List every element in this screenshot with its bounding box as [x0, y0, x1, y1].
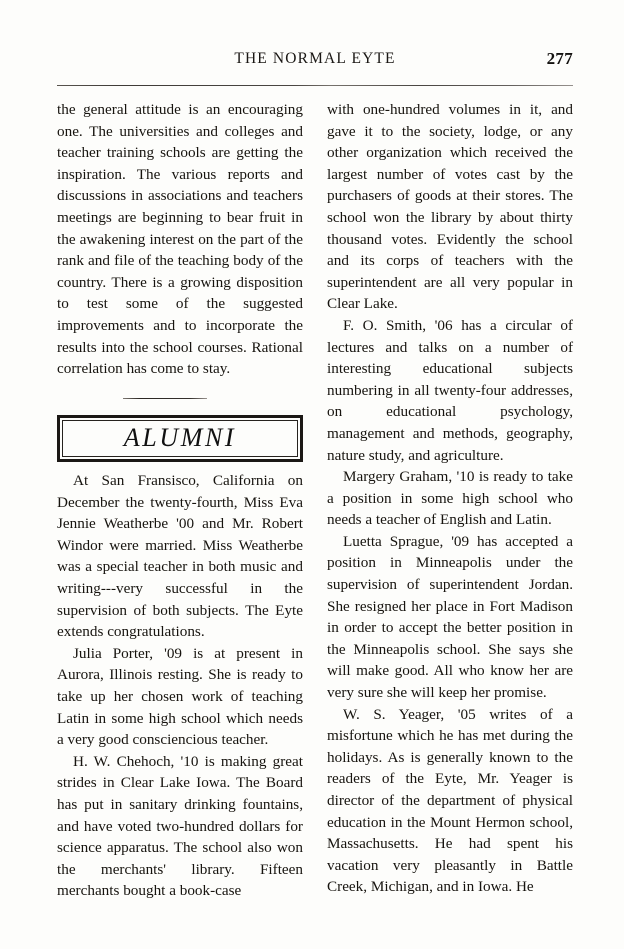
section-heading-box [57, 415, 303, 462]
paragraph: Luetta Sprague, '09 has accepted a position in Minneapolis under the supervision of superintendent Jordan. She resigned her place in Fort Madison in order to accept the better position in the Minneapolis school. She says she will make good. All who know her are very sure she will keep her promise. [327, 532, 573, 702]
paragraph: Margery Graham, '10 is ready to take a position in some high school who needs a teacher of English and Latin. [327, 468, 573, 529]
column-left [57, 99, 303, 939]
paragraph: Julia Porter, '09 is at present in Aurora, Illinois resting. She is ready to take up her chosen work of teaching Latin in some high school which needs a very good consciencious teacher. [57, 644, 303, 749]
section-divider [57, 391, 303, 411]
paragraph: H. W. Chehoch, '10 is making great strides in Clear Lake Iowa. The Board has put in sanitary drinking fountains, and have voted two-hundred dollars for science apparatus. The school also won the merchants' library. Fifteen merchants bought a book-case [57, 752, 303, 900]
page-title: THE NORMAL EYTE [234, 50, 396, 67]
paragraph: At San Fransisco, California on December the twenty-fourth, Miss Eva Jennie Weatherbe '00 and Mr. Robert Windor were married. Miss Weatherbe was a special teacher in both music and writing---very successful in the supervision of both subjects. The Eyte extends congratulations. [57, 472, 303, 641]
running-head [57, 50, 573, 76]
page-number: 277 [546, 49, 573, 68]
paragraph: W. S. Yeager, '05 writes of a misfortune which he has met during the holidays. As is generally known to the readers of the Eyte, Mr. Yeager is director of the department of physical education in the Mount Hermon school, Massachusetts. He had spent his vacation very pleasantly in Battle Creek, Michigan, and in Iowa. He [327, 705, 573, 896]
paragraph: with one-hundred volumes in it, and gave it to the society, lodge, or any other organization which received the largest number of votes cast by the purchasers of goods at their stores. The school won the library by about thirty thousand votes. Evidently the school and its corps of teachers with the superintendent are all very popular in Clear Lake. [327, 101, 573, 313]
divider-rule [123, 398, 207, 399]
column-right [327, 99, 573, 939]
header-rule [57, 85, 573, 86]
section-heading-inner [62, 420, 298, 457]
section-heading-label: ALUMNI [123, 422, 237, 452]
body-columns [57, 99, 573, 939]
paragraph: F. O. Smith, '06 has a circular of lectures and talks on a number of interesting educational subjects numbering in all twenty-four addresses, on educational psychology, management and methods, geography, nature study, and agriculture. [327, 316, 573, 464]
paragraph: the general attitude is an encouraging one. The universities and colleges and teacher training schools are getting the inspiration. The various reports and discussions in associations and teachers meetings are beginning to bear fruit in the awakening interest on the part of the rank and file of the teaching body of the country. There is a growing disposition to test some of the suggested improvements and to incorporate the results into the school courses. Rational correlation has come to stay. [57, 101, 303, 378]
